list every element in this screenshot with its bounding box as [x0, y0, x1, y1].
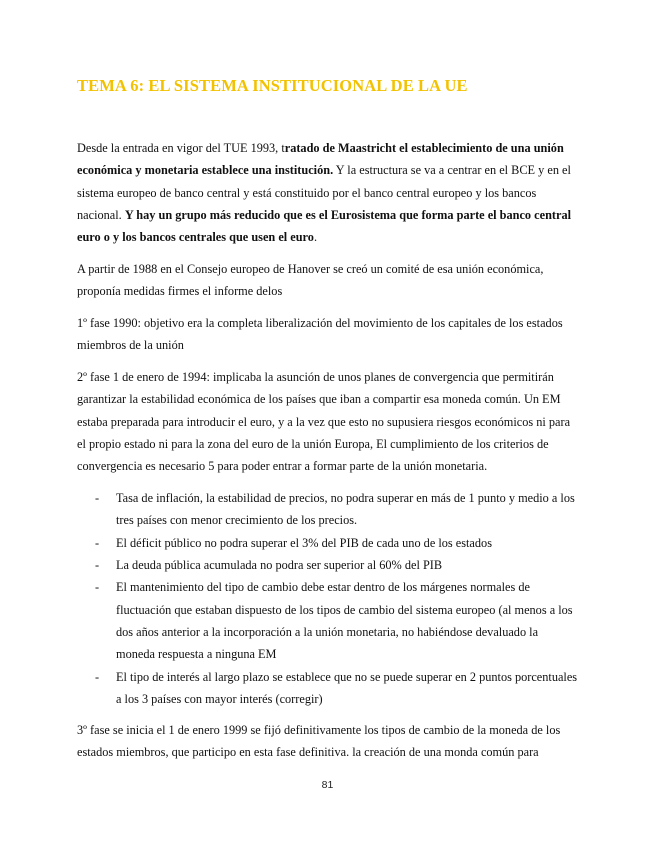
list-item — [95, 487, 580, 532]
hanover-paragraph: A partir de 1988 en el Consejo europeo de Hanover se creó un comité de esa unión económica, proponía medidas firmes el informe delos — [77, 261, 544, 299]
criterion-text: La deuda pública acumulada no podra ser superior al 60% del PIB — [116, 558, 443, 573]
criterion-text: El déficit público no podra superar el 3% del PIB de cada uno de los estados — [116, 535, 492, 550]
page-title: TEMA 6: EL SISTEMA INSTITUCIONAL DE LA UE — [77, 76, 468, 95]
intro-bold-1: ratado de Maastricht el establecimiento de una unión económica y monetaria establece una institución. — [77, 141, 564, 178]
list-item — [95, 554, 580, 576]
intro-text-2: Y la estructura se va a centrar en el BCE y en el sistema europeo de banco central y está constituido por el banco central europeo y los bancos nacional. — [77, 163, 571, 222]
intro-paragraph — [77, 137, 580, 248]
list-item — [95, 666, 580, 711]
criterion-text: El mantenimiento del tipo de cambio debe estar dentro de los márgenes normales de fluctuación que estaban dispuesto de los tipos de cambio del sistema europeo (al menos a los dos años anterior a la incorporación a la unión monetaria, no habiéndose devaluado la moneda respuesta a ninguna EM — [116, 580, 573, 662]
intro-text-3: . — [313, 230, 318, 245]
page-number: 81 — [321, 779, 334, 791]
bullet-dash: - — [95, 669, 100, 684]
bullet-dash: - — [95, 535, 100, 550]
intro-text-1: Desde la entrada en vigor del TUE 1993, t — [77, 141, 285, 155]
document-body — [77, 137, 580, 773]
bullet-dash: - — [95, 558, 100, 573]
list-item — [95, 576, 580, 665]
convergence-criteria-list — [77, 487, 580, 710]
fase-3-paragraph: 3º fase se inicia el 1 de enero 1999 se fijó definitivamente los tipos de cambio de la moneda de los estados miembros, que participo en esta fase definitiva. la creación de una monda común para — [77, 723, 561, 760]
criterion-text: El tipo de interés al largo plazo se establece que no se puede superar en 2 puntos porcentuales a los 3 países con mayor interés (corregir) — [116, 669, 578, 706]
criterion-text: Tasa de inflación, la estabilidad de precios, no podra superar en más de 1 punto y medio a los tres países con menor crecimiento de los precios. — [116, 491, 575, 528]
bullet-dash: - — [95, 580, 100, 595]
fase-1-paragraph: 1º fase 1990: objetivo era la completa liberalización del movimiento de los capitales de los estados miembros de la unión — [77, 316, 563, 353]
list-item — [95, 532, 580, 554]
bullet-dash: - — [95, 491, 100, 506]
intro-bold-2: Y hay un grupo más reducido que es el Eurosistema que forma parte el banco central euro o y los bancos centrales que usen el euro — [77, 207, 572, 245]
fase-2-paragraph: 2º fase 1 de enero de 1994: implicaba la asunción de unos planes de convergencia que permitirán garantizar la estabilidad económica de los países que iban a compartir esa moneda común. Un EM estaba preparada para introducir el euro, y a la vez que esto no supusiera riesgos económicos ni para el propio estado ni para la zona del euro de la unión Europa, El cumplimiento de los criterios de convergencia es necesario 5 para poder entrar a formar parte de la unión monetaria. — [77, 370, 571, 474]
